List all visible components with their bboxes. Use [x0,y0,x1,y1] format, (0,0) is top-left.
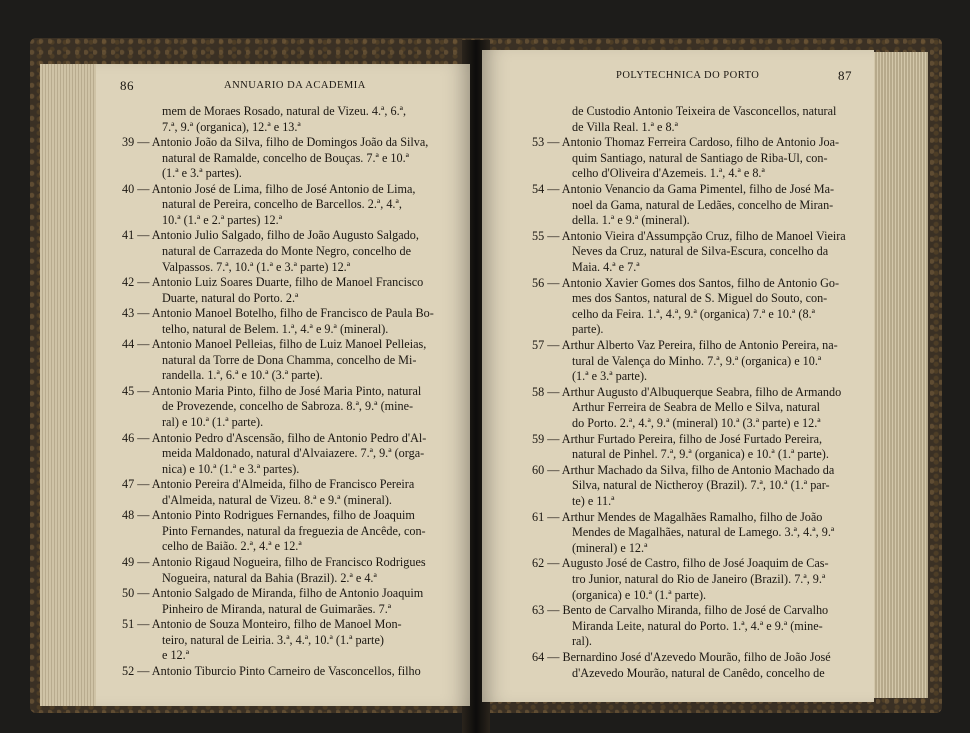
text-line: 52 — Antonio Tiburcio Pinto Carneiro de Vasconcellos, filho [122,663,421,678]
text-line: natural de Pinhel. 7.ª, 9.ª (organica) e 10.ª (1.ª parte). [572,447,829,462]
text-line: ral). [572,634,592,649]
text-line: 55 — Antonio Vieira d'Assumpção Cruz, filho de Manoel Vieira [532,228,846,243]
text-line: 53 — Antonio Thomaz Ferreira Cardoso, filho de Antonio Joa- [532,135,840,150]
text-line: 61 — Arthur Mendes de Magalhães Ramalho, filho de João [532,509,823,524]
text-line: meida Maldonado, natural d'Alvaiazere. 7.ª, 9.ª (orga- [162,446,425,461]
text-line: telho, natural de Belem. 1.ª, 4.ª e 9.ª (mineral). [162,321,389,336]
text-line: 63 — Bento de Carvalho Miranda, filho de José de Carvalho [532,603,829,618]
text-line: randella. 1.ª, 6.ª e 10.ª (3.ª parte). [162,368,323,383]
text-line: noel da Gama, natural de Ledães, concelho de Miran- [572,197,834,212]
left-page-edges [40,64,98,706]
text-line: 42 — Antonio Luiz Soares Duarte, filho de Manoel Francisco [122,275,424,290]
text-line: e 12.ª [162,648,190,663]
text-line: 48 — Antonio Pinto Rodrigues Fernandes, filho de Joaquim [122,508,415,523]
text-line: celho de Baião. 2.ª, 4.ª e 12.ª [162,539,302,554]
text-line: 57 — Arthur Alberto Vaz Pereira, filho de Antonio Pereira, na- [532,338,838,352]
text-line: 56 — Antonio Xavier Gomes dos Santos, filho de Antonio Go- [532,275,840,290]
left-page-number: 86 [120,78,134,93]
right-page-header [482,66,874,84]
text-line: celho d'Oliveira d'Azemeis. 1.ª, 4.ª e 8.ª [572,166,765,181]
text-line: d'Almeida, natural de Vizeu. 8.ª e 9.ª (mineral). [162,492,392,507]
text-line: della. 1.ª e 9.ª (mineral). [572,213,690,228]
text-line: parte). [572,322,604,337]
text-line: 51 — Antonio de Souza Monteiro, filho de Manoel Mon- [122,617,402,632]
text-line: 50 — Antonio Salgado de Miranda, filho de Antonio Joaquim [122,586,424,601]
text-line: 40 — Antonio José de Lima, filho de José Antonio de Lima, [122,181,416,196]
text-line: Pinto Fernandes, natural da freguezia de Ancêde, con- [162,523,426,538]
text-line: Silva, natural de Nictheroy (Brazil). 7.ª, 10.ª (1.ª par- [572,478,830,493]
left-page-header [96,80,470,98]
text-line: natural de Ramalde, concelho de Bouças. 7.ª e 10.ª [162,150,410,165]
text-line: 54 — Antonio Venancio da Gama Pimentel, filho de José Ma- [532,182,835,196]
text-line: de Provezende, concelho de Sabroza. 8.ª, 9.ª (mine- [162,399,414,414]
text-line: natural de Carrazeda do Monte Negro, concelho de [162,243,412,258]
text-line: mes dos Santos, natural de S. Miguel do Souto, con- [572,291,828,306]
text-line: tural de Valença do Minho. 7.ª, 9.ª (organica) e 10.ª [572,353,822,368]
text-line: 45 — Antonio Maria Pinto, filho de José Maria Pinto, natural [122,383,422,398]
text-line: 39 — Antonio João da Silva, filho de Domingos João da Silva, [122,135,429,150]
text-line: 7.ª, 9.ª (organica), 12.ª e 13.ª [162,119,301,134]
text-line: 49 — Antonio Rigaud Nogueira, filho de Francisco Rodrigues [122,554,426,569]
text-line: 58 — Arthur Augusto d'Albuquerque Seabra, filho de Armando [532,384,842,399]
text-line: teiro, natural de Leiria. 3.ª, 4.ª, 10.ª (1.ª parte) [162,632,384,647]
text-line: Neves da Cruz, natural de Silva-Escura, concelho da [572,244,829,259]
text-line: de Custodio Antonio Teixeira de Vasconcellos, natural [572,104,837,118]
text-line: Arthur Ferreira de Seabra de Mello e Silva, natural [572,400,821,415]
text-line: 64 — Bernardino José d'Azevedo Mourão, filho de João José [532,650,831,664]
text-line: 59 — Arthur Furtado Pereira, filho de José Furtado Pereira, [532,431,823,446]
text-line: Mendes de Magalhães, natural de Lamego. 3.ª, 4.ª, 9.ª [572,525,835,540]
text-line: d'Azevedo Mourão, natural de Canêdo, concelho de [572,665,825,680]
right-page [482,50,874,702]
text-line: celho da Feira. 1.ª, 4.ª, 9.ª (organica) 7.ª e 10.ª (8.ª [572,306,815,321]
text-line: 44 — Antonio Manoel Pelleias, filho de Luiz Manoel Pelleias, [122,337,427,352]
text-line: 47 — Antonio Pereira d'Almeida, filho de Francisco Pereira [122,477,415,492]
text-line: quim Santiago, natural de Santiago de Riba-Ul, con- [572,150,828,165]
text-line: 60 — Arthur Machado da Silva, filho de Antonio Machado da [532,462,835,477]
text-line: (1.ª e 3.ª parte). [572,369,648,384]
text-line: 10.ª (1.ª e 2.ª partes) 12.ª [162,212,283,227]
text-line: 46 — Antonio Pedro d'Ascensão, filho de Antonio Pedro d'Al- [122,430,427,445]
text-line: ral) e 10.ª (1.ª parte). [162,415,264,429]
text-line: do Porto. 2.ª, 4.ª, 9.ª (mineral) 10.ª (3.ª parte) e 12.ª [572,416,821,430]
text-line: Miranda Leite, natural do Porto. 1.ª, 4.ª e 9.ª (mine- [572,618,823,633]
text-line: Valpassos. 7.ª, 10.ª (1.ª e 3.ª parte) 12.ª [162,259,351,274]
text-line: de Villa Real. 1.ª e 8.ª [572,119,678,134]
right-running-head: POLYTECHNICA DO PORTO [616,70,760,81]
text-line: (1.ª e 3.ª partes). [162,166,242,181]
text-line: mem de Moraes Rosado, natural de Vizeu. 4.ª, 6.ª, [162,104,407,118]
text-line: Maia. 4.ª e 7.ª [572,260,640,274]
text-line: (organica) e 10.ª (1.ª parte). [572,587,707,602]
text-line: 43 — Antonio Manoel Botelho, filho de Francisco de Paula Bo- [122,306,434,321]
text-line: (mineral) e 12.ª [572,540,648,555]
right-page-number: 87 [838,68,852,83]
text-line: Nogueira, natural da Bahia (Brazil). 2.ª e 4.ª [162,570,377,585]
text-line: nica) e 10.ª (1.ª e 3.ª partes). [162,461,300,476]
text-line: Duarte, natural do Porto. 2.ª [162,290,299,305]
text-line: natural da Torre de Dona Chamma, concelho de Mi- [162,352,417,367]
text-line: 62 — Augusto José de Castro, filho de José Joaquim de Cas- [532,556,829,571]
text-line: natural de Pereira, concelho de Barcellos. 2.ª, 4.ª, [162,197,402,212]
text-line: te) e 11.ª [572,494,615,508]
left-page [96,64,470,706]
text-line: tro Junior, natural do Rio de Janeiro (Brazil). 7.ª, 9.ª [572,572,826,586]
text-line: Pinheiro de Miranda, natural de Guimarães. 7.ª [162,601,392,616]
left-running-head: ANNUARIO DA ACADEMIA [224,80,366,91]
text-line: 41 — Antonio Julio Salgado, filho de João Augusto Salgado, [122,228,419,243]
right-page-edges [872,52,928,698]
